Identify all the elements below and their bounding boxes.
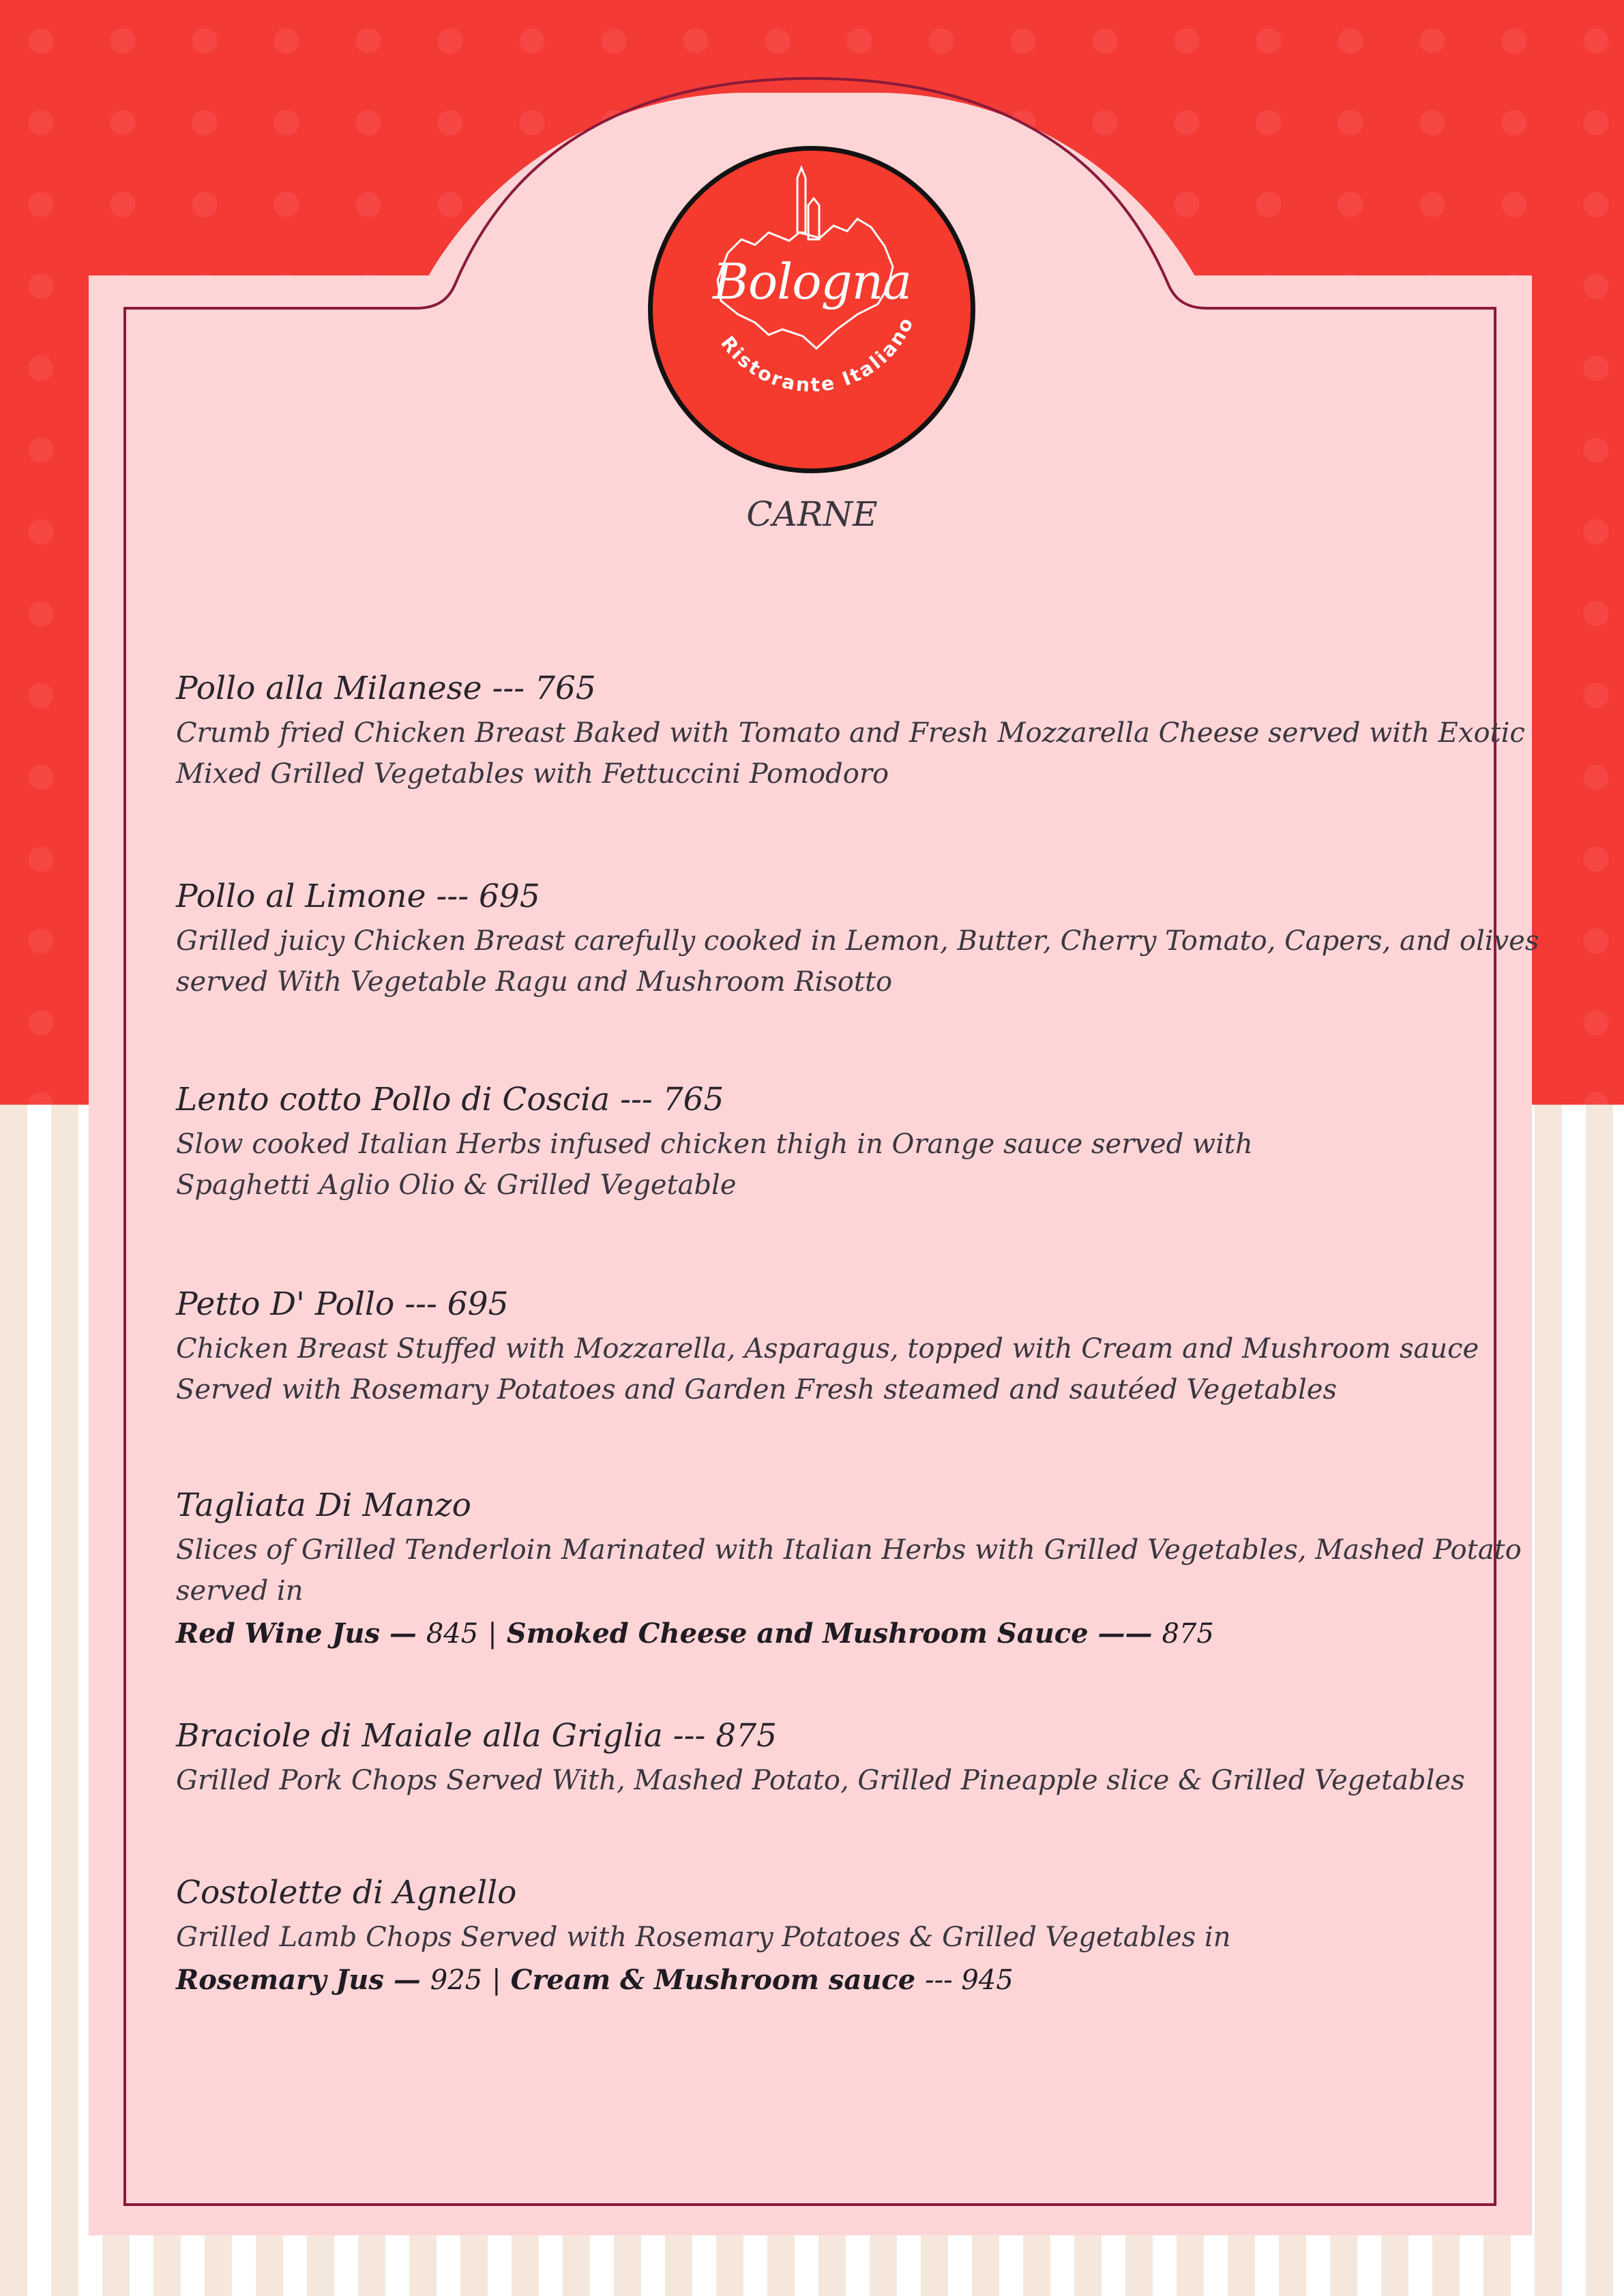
- logo-subtitle-text: Ristorante Italiano: [716, 312, 919, 397]
- dish-description-line: Chicken Breast Stuffed with Mozzarella, Asparagus, topped with Cream and Mushroom sauce: [176, 1333, 1479, 1365]
- dish-title: Tagliata Di Manzo: [176, 1487, 471, 1524]
- sauce-option-b-label: Cream & Mushroom sauce: [510, 1964, 916, 1996]
- dish-description: [176, 1917, 1492, 1958]
- dish-description-line: served With Vegetable Ragu and Mushroom Risotto: [176, 966, 893, 998]
- menu-item: [176, 1869, 1492, 2003]
- dish-description-line: Grilled Pork Chops Served With, Mashed Potato, Grilled Pineapple slice & Grilled Vegetables: [176, 1765, 1465, 1796]
- sauce-options: [176, 1611, 1492, 1656]
- menu-item: [176, 1281, 1492, 1410]
- sauce-option-a-label: Rosemary Jus —: [176, 1964, 421, 1996]
- menu-items: [176, 665, 1539, 2003]
- sauce-options: [176, 1958, 1492, 2003]
- option-separator: |: [488, 1618, 497, 1650]
- dish-title: Costolette di Agnello: [176, 1874, 517, 1911]
- dish-description-line: Slow cooked Italian Herbs infused chicken thigh in Orange sauce served with: [176, 1129, 1253, 1160]
- dish-description: [176, 713, 1525, 794]
- dish-description: [176, 1530, 1522, 1611]
- restaurant-logo: [648, 146, 975, 473]
- sauce-option-a-price: 845: [426, 1618, 479, 1650]
- dish-description-line: Grilled juicy Chicken Breast carefully cooked in Lemon, Butter, Cherry Tomato, Capers, and olives: [176, 925, 1539, 957]
- dish-description-line: Spaghetti Aglio Olio & Grilled Vegetable: [176, 1169, 737, 1201]
- menu-item: [176, 1712, 1492, 1801]
- dish-description: [176, 1760, 1492, 1801]
- option-separator: |: [492, 1965, 501, 1996]
- dish-description-line: Grilled Lamb Chops Served with Rosemary Potatoes & Grilled Vegetables in: [176, 1922, 1231, 1953]
- logo-script-text: Bologna: [713, 253, 912, 310]
- menu-item: [176, 873, 1539, 1002]
- dish-title: Pollo alla Milanese --- 765: [176, 670, 596, 707]
- svg-text:Ristorante Italiano: [716, 313, 918, 397]
- dish-description-line: Mixed Grilled Vegetables with Fettuccini Pomodoro: [176, 758, 889, 790]
- dish-description-line: served in: [176, 1575, 304, 1607]
- sauce-option-a-label: Red Wine Jus —: [176, 1617, 417, 1650]
- sauce-option-a-price: 925: [430, 1965, 483, 1996]
- dish-description: [176, 921, 1539, 1002]
- dish-title: Petto D' Pollo --- 695: [176, 1285, 509, 1323]
- menu-item: [176, 1076, 1492, 1206]
- dish-title: Pollo al Limone --- 695: [176, 878, 540, 915]
- dish-title: Braciole di Maiale alla Griglia --- 875: [176, 1717, 777, 1755]
- dish-description: [176, 1328, 1492, 1410]
- menu-item: [176, 665, 1525, 794]
- dish-title: Lento cotto Pollo di Coscia --- 765: [176, 1081, 724, 1118]
- sauce-option-b-price: --- 945: [925, 1965, 1014, 1996]
- dish-description: [176, 1124, 1492, 1206]
- dish-description-line: Crumb fried Chicken Breast Baked with Tomato and Fresh Mozzarella Cheese served with Exotic: [176, 717, 1525, 749]
- logo-subtitle: [653, 151, 971, 468]
- dish-description-line: Served with Rosemary Potatoes and Garden Fresh steamed and sautéed Vegetables: [176, 1374, 1338, 1405]
- menu-item: [176, 1482, 1522, 1656]
- section-title: CARNE: [746, 494, 878, 534]
- sauce-option-b-price: 875: [1162, 1618, 1214, 1650]
- sauce-option-b-label: Smoked Cheese and Mushroom Sauce ——: [506, 1617, 1153, 1650]
- dish-description-line: Slices of Grilled Tenderloin Marinated with Italian Herbs with Grilled Vegetables, Mashed Potato: [176, 1534, 1522, 1566]
